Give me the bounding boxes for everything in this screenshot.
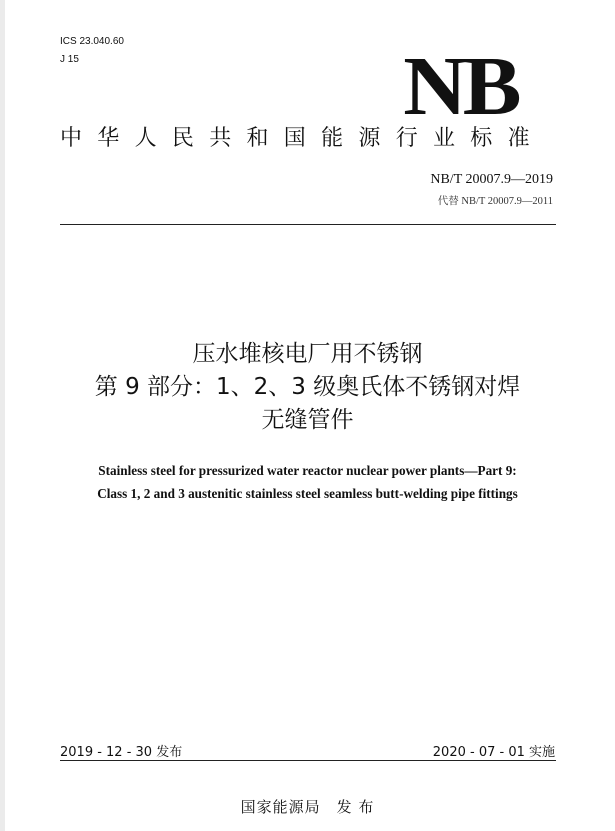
publisher: 国家能源局 发 布	[240, 798, 375, 816]
title-zh-line-2: 第 9 部分：1、2、3 级奥氏体不锈钢对焊	[94, 374, 521, 400]
standard-number: NB/T 20007.9—2019	[430, 172, 553, 187]
nb-logo: NB	[403, 40, 518, 133]
ccs-code: J 15	[60, 54, 79, 65]
implementation-date: 2020 - 07 - 01 实施	[432, 745, 555, 760]
industry-standard-title: 中华人民共和国能源行业标准	[60, 126, 545, 151]
title-zh-line-1: 压水堆核电厂用不锈钢	[192, 341, 423, 367]
title-en-line-1: Stainless steel for pressurized water reactor nuclear power plants—Part 9:	[98, 463, 517, 478]
title-zh-line-3: 无缝管件	[261, 407, 354, 433]
footer-divider	[60, 760, 556, 761]
title-en-line-2: Class 1, 2 and 3 austenitic stainless steel seamless butt-welding pipe fittings	[97, 486, 518, 501]
ics-code: ICS 23.040.60	[60, 36, 124, 47]
header-divider	[60, 224, 556, 225]
replaces-standard: 代替 NB/T 20007.9—2011	[437, 196, 553, 207]
issue-date: 2019 - 12 - 30 发布	[60, 745, 183, 760]
